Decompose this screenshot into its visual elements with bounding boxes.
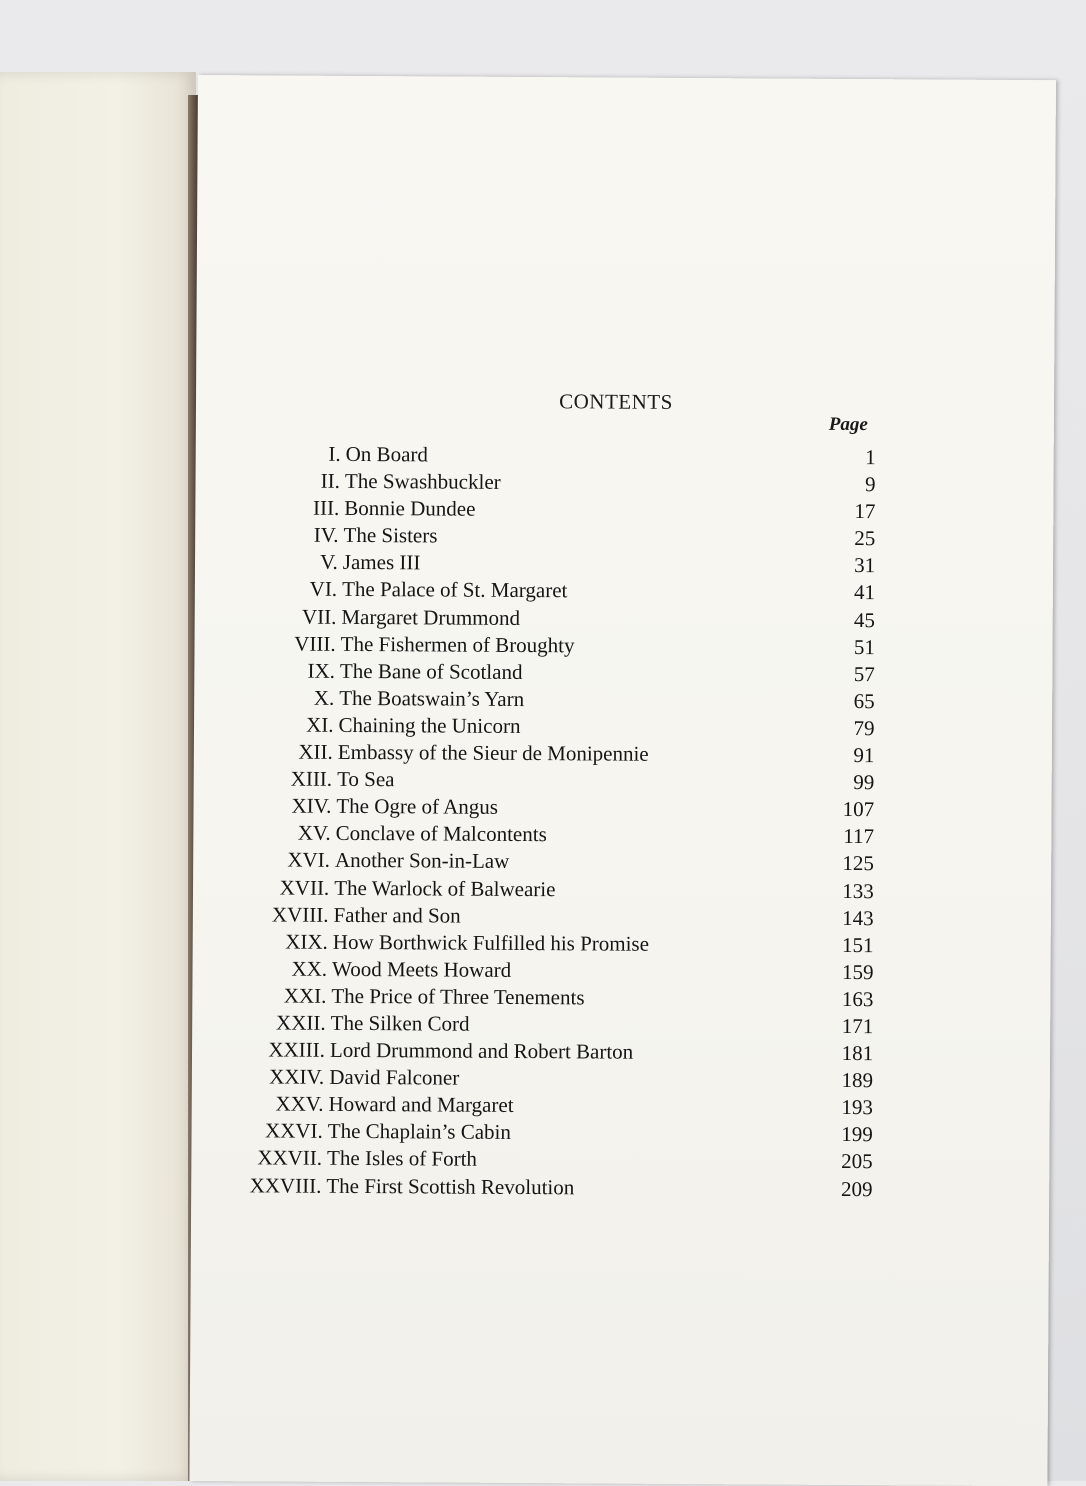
- chapter-title: How Borthwick Fulfilled his Promise: [332, 929, 650, 956]
- chapter-number: XXV.: [275, 1091, 324, 1117]
- toc-row: [222, 956, 893, 987]
- toc-row: [221, 983, 892, 1014]
- chapter-page-number: 143: [842, 905, 874, 930]
- chapter-number: XXIII.: [268, 1037, 326, 1062]
- chapter-title: The Chaplain’s Cabin: [327, 1119, 512, 1145]
- chapter-title: The Silken Cord: [330, 1010, 470, 1036]
- chapter-page-number: 171: [841, 1013, 874, 1039]
- chapter-number: I.: [328, 441, 341, 466]
- chapter-number: XI.: [306, 712, 334, 737]
- chapter-page-number: 209: [840, 1176, 873, 1201]
- chapter-page-number: 193: [841, 1095, 873, 1120]
- toc-row: [233, 550, 895, 581]
- chapter-page-number: 107: [842, 797, 875, 822]
- chapter-number: II.: [320, 468, 341, 493]
- chapter-title: The Warlock of Balwearie: [334, 875, 556, 901]
- chapter-page-number: 99: [853, 770, 875, 795]
- chapter-number: XXVI.: [264, 1118, 323, 1144]
- chapter-title: The Price of Three Tenements: [331, 983, 585, 1010]
- chapter-page-number: 181: [841, 1041, 874, 1066]
- chapter-title: The Palace of St. Margaret: [342, 577, 568, 603]
- chapter-page-number: 65: [853, 688, 875, 713]
- chapter-number: XIV.: [291, 793, 332, 819]
- chapter-page-number: 41: [854, 580, 876, 605]
- chapter-number: XXI.: [283, 983, 327, 1008]
- chapter-title: The First Scottish Revolution: [326, 1173, 575, 1199]
- chapter-number: XXII.: [276, 1010, 326, 1035]
- chapter-title: The Sisters: [343, 523, 438, 548]
- toc-row: [227, 766, 894, 797]
- chapter-page-number: 151: [842, 932, 874, 957]
- chapter-page-number: 133: [842, 878, 874, 903]
- chapter-title: The Ogre of Angus: [336, 794, 499, 820]
- chapter-number: XIX.: [285, 929, 328, 954]
- page-column-heading: Page: [828, 413, 868, 436]
- chapter-title: Margaret Drummond: [341, 604, 521, 630]
- toc-row: [235, 468, 896, 499]
- chapter-number: XXVIII.: [249, 1172, 322, 1198]
- chapter-number: VII.: [301, 604, 337, 629]
- toc-row: [218, 1091, 891, 1122]
- chapter-number: III.: [312, 495, 340, 521]
- chapter-title: Wood Meets Howard: [332, 956, 512, 982]
- toc-row: [217, 1146, 891, 1177]
- toc-row: [221, 1010, 893, 1041]
- chapter-title: On Board: [345, 441, 429, 467]
- chapter-number: IX.: [307, 658, 336, 683]
- chapter-title: Embassy of the Sieur de Monipennie: [337, 739, 649, 766]
- toc-row: [226, 793, 893, 824]
- toc-row: [233, 523, 895, 554]
- chapter-title: The Isles of Forth: [327, 1146, 478, 1172]
- chapter-page-number: 45: [853, 607, 876, 632]
- toc-row: [236, 441, 896, 472]
- toc-row: [228, 712, 894, 743]
- toc-row: [232, 577, 895, 608]
- chapter-title: The Bane of Scotland: [339, 658, 523, 684]
- chapter-number: XX.: [291, 956, 328, 981]
- toc-row: [224, 875, 893, 906]
- chapter-title: The Boatswain’s Yarn: [339, 685, 525, 711]
- chapter-title: James III: [342, 550, 421, 575]
- chapter-title: Howard and Margaret: [328, 1092, 514, 1118]
- chapter-page-number: 9: [864, 472, 876, 497]
- toc-row: [226, 820, 894, 851]
- chapter-title: The Fishermen of Broughty: [340, 631, 575, 657]
- contents-heading: CONTENTS: [559, 389, 673, 414]
- contents-page: [189, 75, 1056, 1486]
- chapter-title: Lord Drummond and Robert Barton: [329, 1037, 634, 1064]
- chapter-title: Bonnie Dundee: [344, 496, 476, 521]
- chapter-number: XIII.: [290, 766, 333, 791]
- chapter-number: XV.: [297, 820, 331, 846]
- chapter-page-number: 1: [865, 445, 876, 470]
- toc-row: [216, 1173, 891, 1204]
- chapter-page-number: 189: [841, 1068, 874, 1093]
- chapter-page-number: 25: [854, 526, 876, 551]
- chapter-title: To Sea: [337, 766, 395, 792]
- chapter-page-number: 79: [853, 715, 875, 741]
- toc-row: [228, 739, 894, 770]
- chapter-title: Another Son-in-Law: [334, 848, 510, 874]
- chapter-page-number: 125: [842, 851, 875, 876]
- chapter-title: Chaining the Unicorn: [338, 712, 521, 738]
- chapter-page-number: 159: [841, 959, 874, 984]
- chapter-number: X.: [313, 685, 335, 710]
- chapter-number: VIII.: [294, 631, 336, 656]
- chapter-number: XVIII.: [271, 902, 329, 927]
- toc-row: [230, 658, 895, 689]
- chapter-page-number: 163: [841, 986, 874, 1012]
- toc-row: [231, 604, 894, 635]
- chapter-number: XXVII.: [257, 1145, 323, 1171]
- left-page: [0, 72, 196, 1481]
- chapter-number: V.: [320, 550, 338, 575]
- chapter-title: Conclave of Malcontents: [335, 821, 547, 847]
- toc-row: [220, 1037, 892, 1068]
- toc-row: [219, 1064, 892, 1095]
- chapter-number: XVI.: [287, 847, 331, 873]
- chapter-title: The Swashbuckler: [344, 468, 501, 494]
- chapter-page-number: 91: [853, 743, 875, 768]
- toc-row: [231, 631, 895, 662]
- chapter-number: XII.: [298, 739, 333, 764]
- toc-row: [229, 685, 894, 716]
- chapter-number: XVII.: [279, 875, 330, 900]
- toc-row: [218, 1118, 892, 1149]
- toc-row: [223, 902, 892, 933]
- chapter-page-number: 117: [843, 824, 875, 849]
- chapter-page-number: 51: [853, 634, 875, 659]
- table-of-contents: [231, 441, 896, 1204]
- chapter-page-number: 31: [854, 553, 876, 578]
- chapter-page-number: 199: [841, 1122, 873, 1147]
- toc-row: [225, 848, 893, 879]
- chapter-number: IV.: [313, 522, 339, 548]
- chapter-page-number: 17: [854, 499, 876, 524]
- chapter-title: Father and Son: [333, 902, 461, 928]
- chapter-page-number: 57: [853, 661, 875, 686]
- toc-row: [223, 929, 893, 960]
- chapter-number: XXIV.: [269, 1064, 325, 1089]
- toc-row: [234, 495, 895, 526]
- chapter-title: David Falconer: [329, 1064, 460, 1090]
- chapter-number: VI.: [309, 577, 338, 602]
- chapter-page-number: 205: [841, 1149, 873, 1174]
